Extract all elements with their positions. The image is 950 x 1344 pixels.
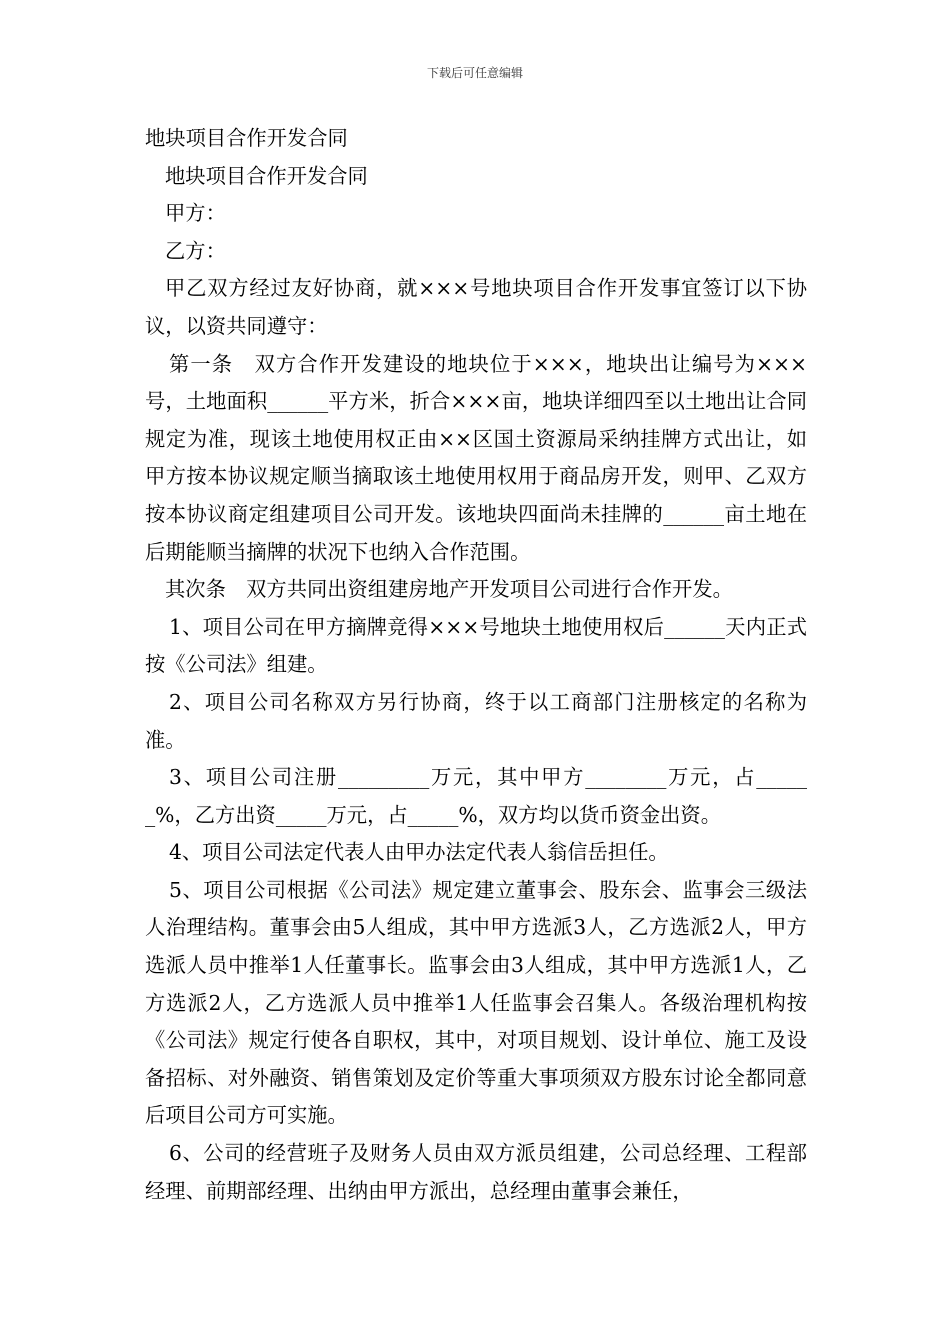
document-body (145, 120, 807, 1210)
clause-5-paragraph: 5、项目公司根据《公司法》规定建立董事会、股东会、监事会三级法人治理结构。董事会由5人组成，其中甲方选派3人，乙方选派2人，甲方选派人员中推举1人任董事长。监事会由3人组成，其中甲方选派1人，乙方选派2人，乙方选派人员中推举1人任监事会召集人。各级治理机构按《公司法》规定行使各自职权，其中，对项目规划、设计单位、施工及设备招标、对外融资、销售策划及定价等重大事项须双方股东讨论全都同意后项目公司方可实施。 (145, 877, 807, 1128)
party-b-line: 乙方： (165, 238, 226, 263)
preamble-paragraph: 甲乙双方经过友好协商，就×××号地块项目合作开发事宜签订以下协议，以资共同遵守： (145, 276, 807, 338)
clause-4-paragraph: 4、项目公司法定代表人由甲办法定代表人翁信岳担任。 (169, 840, 669, 865)
page-header-note: 下载后可任意编辑 (426, 66, 523, 80)
article-1-paragraph: 第一条 双方合作开发建设的地块位于×××，地块出让编号为×××号，土地面积______平方米，折合×××亩，地块详细四至以土地出让合同规定为准，现该土地使用权正由××区国土资源局采纳挂牌方式出让，如甲方按本协议规定顺当摘取该土地使用权用于商品房开发，则甲、乙双方按本协议商定组建项目公司开发。该地块四面尚未挂牌的______亩土地在后期能顺当摘牌的状况下也纳入合作范围。 (145, 351, 807, 564)
contract-heading: 地块项目合作开发合同 (165, 163, 368, 188)
clause-6-paragraph: 6、公司的经营班子及财务人员由双方派员组建，公司总经理、工程部经理、前期部经理、出纳由甲方派出，总经理由董事会兼任， (145, 1141, 807, 1203)
document-title: 地块项目合作开发合同 (145, 126, 348, 150)
clause-2-paragraph: 2、项目公司名称双方另行协商，终于以工商部门注册核定的名称为准。 (145, 689, 807, 752)
clause-3-paragraph: 3、项目公司注册_________万元，其中甲方________万元，占______%，乙方出资_____万元，占_____%，双方均以货币资金出资。 (145, 765, 807, 827)
article-2-paragraph: 其次条 双方共同出资组建房地产开发项目公司进行合作开发。 (165, 577, 733, 602)
clause-1-paragraph: 1、项目公司在甲方摘牌竞得×××号地块土地使用权后______天内正式按《公司法》组建。 (145, 614, 807, 677)
party-a-line: 甲方： (165, 201, 226, 226)
